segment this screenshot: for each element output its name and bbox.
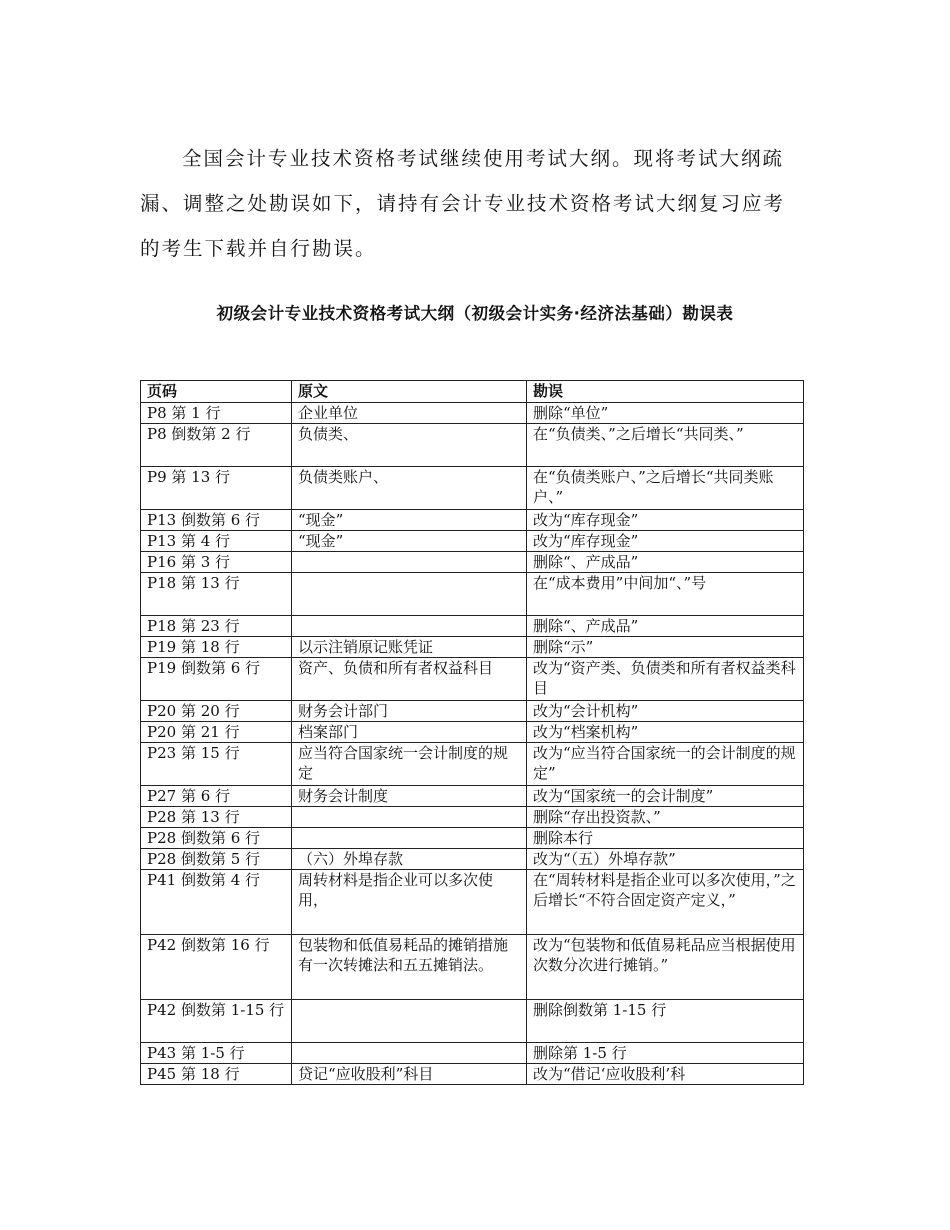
page-cell: P18 第 13 行: [141, 573, 292, 616]
page-cell: P13 倒数第 6 行: [141, 510, 292, 531]
original-cell: 财务会计制度: [292, 786, 527, 807]
table-row: [141, 828, 804, 849]
correction-cell: 在“负债类账户、”之后增长“共同类账户、”: [527, 467, 804, 510]
original-cell: 贷记“应收股利”科目: [292, 1064, 527, 1085]
original-cell: 负债类、: [292, 424, 527, 467]
intro-text: [140, 136, 800, 271]
correction-cell: 改为“国家统一的会计制度”: [527, 786, 804, 807]
page-cell: P43 第 1-5 行: [141, 1043, 292, 1064]
page-cell: P28 第 13 行: [141, 807, 292, 828]
original-cell: 周转材料是指企业可以多次使用，: [292, 870, 527, 935]
original-cell: “现金”: [292, 510, 527, 531]
page-cell: P20 第 21 行: [141, 722, 292, 743]
correction-cell: 改为“包装物和低值易耗品应当根据使用次数分次进行摊销。”: [527, 935, 804, 1000]
original-cell: 档案部门: [292, 722, 527, 743]
table-row: [141, 616, 804, 637]
correction-cell: 改为“借记‘应收股利’科: [527, 1064, 804, 1085]
table-title: 初级会计专业技术资格考试大纲（初级会计实务·经济法基础）勘误表: [216, 304, 734, 323]
page-cell: P42 倒数第 1-15 行: [141, 1000, 292, 1043]
correction-cell: 在“成本费用”中间加“、”号: [527, 573, 804, 616]
original-cell: [292, 1000, 527, 1043]
correction-cell: 改为“资产类、负债类和所有者权益类科目: [527, 658, 804, 701]
correction-cell: 改为“（五）外埠存款”: [527, 849, 804, 870]
table-row: [141, 807, 804, 828]
header-original: 原文: [292, 381, 527, 403]
table-row: [141, 531, 804, 552]
correction-cell: 删除“、产成品”: [527, 552, 804, 573]
correction-cell: 改为“应当符合国家统一的会计制度的规定”: [527, 743, 804, 786]
correction-cell: 改为“档案机构”: [527, 722, 804, 743]
original-cell: [292, 1043, 527, 1064]
original-cell: [292, 552, 527, 573]
table-row: [141, 510, 804, 531]
page-cell: P20 第 20 行: [141, 701, 292, 722]
correction-cell: 改为“库存现金”: [527, 510, 804, 531]
intro-paragraph: 全国会计专业技术资格考试继续使用考试大纲。现将考试大纲疏漏、调整之处勘误如下，请持有会计专业技术资格考试大纲复习应考的考生下载并自行勘误。: [140, 147, 786, 260]
table-row: [141, 722, 804, 743]
table-row: [141, 552, 804, 573]
page-cell: P8 倒数第 2 行: [141, 424, 292, 467]
original-cell: 资产、负债和所有者权益科目: [292, 658, 527, 701]
table-row: [141, 1000, 804, 1043]
table-row: [141, 786, 804, 807]
page-cell: P13 第 4 行: [141, 531, 292, 552]
correction-cell: 删除“单位”: [527, 403, 804, 424]
original-cell: 以示注销原记账凭证: [292, 637, 527, 658]
page-cell: P23 第 15 行: [141, 743, 292, 786]
correction-cell: 删除倒数第 1-15 行: [527, 1000, 804, 1043]
original-cell: 包装物和低值易耗品的摊销措施有一次转摊法和五五摊销法。: [292, 935, 527, 1000]
page-cell: P27 第 6 行: [141, 786, 292, 807]
correction-cell: 删除“示”: [527, 637, 804, 658]
page-cell: P42 倒数第 16 行: [141, 935, 292, 1000]
table-row: [141, 1043, 804, 1064]
original-cell: 企业单位: [292, 403, 527, 424]
original-cell: [292, 828, 527, 849]
header-correction: 勘误: [527, 381, 804, 403]
original-cell: [292, 573, 527, 616]
correction-cell: 改为“会计机构”: [527, 701, 804, 722]
table-row: [141, 1064, 804, 1085]
original-cell: [292, 616, 527, 637]
correction-cell: 删除“、产成品”: [527, 616, 804, 637]
page-cell: P45 第 18 行: [141, 1064, 292, 1085]
original-cell: 应当符合国家统一会计制度的规定: [292, 743, 527, 786]
original-cell: [292, 807, 527, 828]
page-cell: P18 第 23 行: [141, 616, 292, 637]
page-cell: P19 倒数第 6 行: [141, 658, 292, 701]
page-cell: P28 倒数第 6 行: [141, 828, 292, 849]
original-cell: 财务会计部门: [292, 701, 527, 722]
header-page: 页码: [141, 381, 292, 403]
correction-cell: 在“负债类、”之后增长“共同类、”: [527, 424, 804, 467]
correction-cell: 改为“库存现金”: [527, 531, 804, 552]
page-cell: P9 第 13 行: [141, 467, 292, 510]
original-cell: 负债类账户、: [292, 467, 527, 510]
page-cell: P28 倒数第 5 行: [141, 849, 292, 870]
table-row: [141, 870, 804, 935]
original-cell: （六）外埠存款: [292, 849, 527, 870]
page-cell: P8 第 1 行: [141, 403, 292, 424]
table-row: [141, 701, 804, 722]
correction-cell: 在“周转材料是指企业可以多次使用，”之后增长“不符合固定资产定义，”: [527, 870, 804, 935]
table-row: [141, 403, 804, 424]
correction-cell: 删除“存出投资款、”: [527, 807, 804, 828]
page-cell: P41 倒数第 4 行: [141, 870, 292, 935]
errata-table: [140, 380, 804, 1085]
table-row: [141, 637, 804, 658]
page-cell: P16 第 3 行: [141, 552, 292, 573]
table-row: [141, 424, 804, 467]
table-row: [141, 849, 804, 870]
correction-cell: 删除本行: [527, 828, 804, 849]
table-row: [141, 573, 804, 616]
table-row: [141, 743, 804, 786]
original-cell: “现金”: [292, 531, 527, 552]
table-row: [141, 467, 804, 510]
page-cell: P19 第 18 行: [141, 637, 292, 658]
table-row: [141, 658, 804, 701]
table-header-row: [141, 381, 804, 403]
table-row: [141, 935, 804, 1000]
correction-cell: 删除第 1-5 行: [527, 1043, 804, 1064]
